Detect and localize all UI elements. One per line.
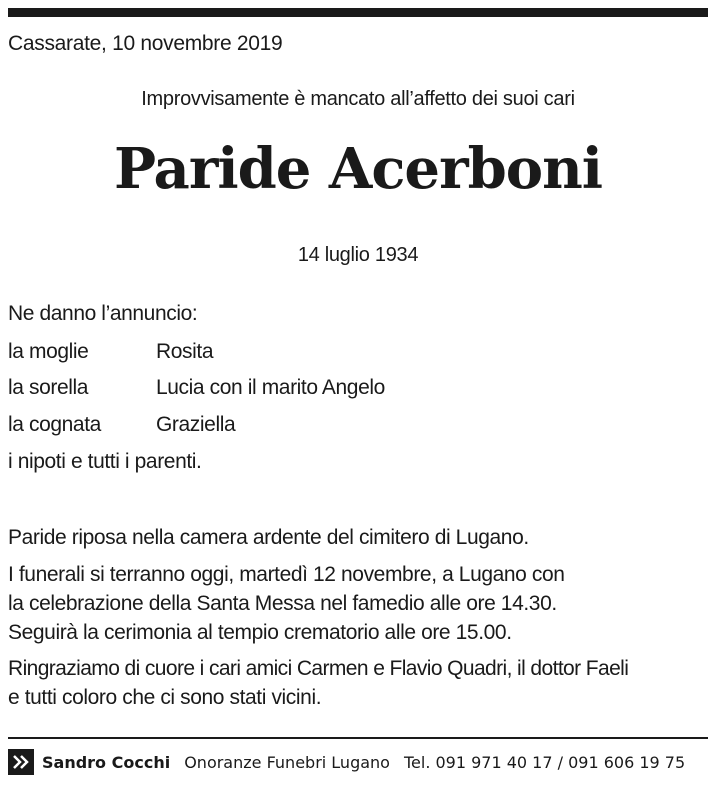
- deceased-name: Paride Acerboni: [113, 136, 603, 202]
- footer: [8, 744, 708, 780]
- bottom-rule: [8, 737, 708, 739]
- relative-name: Rosita: [156, 340, 214, 363]
- viewing-notice: Paride riposa nella camera ardente del cimitero di Lugano.: [8, 526, 529, 549]
- funeral-line: Seguirà la cerimonia al tempio crematorio alle ore 15.00.: [8, 621, 512, 644]
- thanks-line: Ringraziamo di cuore i cari amici Carmen e Flavio Quadri, il dottor Faeli: [8, 657, 629, 680]
- relative-name: Lucia con il marito Angelo: [156, 376, 385, 399]
- relative-name: Graziella: [156, 413, 236, 436]
- phone-numbers: Tel. 091 971 40 17 / 091 606 19 75: [403, 752, 686, 772]
- intro-text: Improvvisamente è mancato all’affetto dei suoi cari: [141, 88, 575, 110]
- birth-date: 14 luglio 1934: [297, 244, 419, 266]
- company-name: Sandro Cocchi: [42, 752, 171, 772]
- relative-role: la cognata: [8, 413, 101, 436]
- top-rule: [8, 8, 708, 17]
- business-description: Onoranze Funebri Lugano: [184, 752, 390, 772]
- funeral-home-logo-icon: [8, 749, 34, 775]
- announcement-closing: i nipoti e tutti i parenti.: [8, 450, 202, 473]
- thanks-line: e tutti coloro che ci sono stati vicini.: [8, 686, 322, 709]
- relative-role: la moglie: [8, 340, 89, 363]
- funeral-line: I funerali si terranno oggi, martedì 12 novembre, a Lugano con: [8, 563, 565, 586]
- relative-role: la sorella: [8, 376, 89, 399]
- place-date: Cassarate, 10 novembre 2019: [8, 32, 283, 55]
- announcement-heading: Ne danno l’annuncio:: [8, 302, 198, 325]
- funeral-line: la celebrazione della Santa Messa nel famedio alle ore 14.30.: [8, 592, 557, 615]
